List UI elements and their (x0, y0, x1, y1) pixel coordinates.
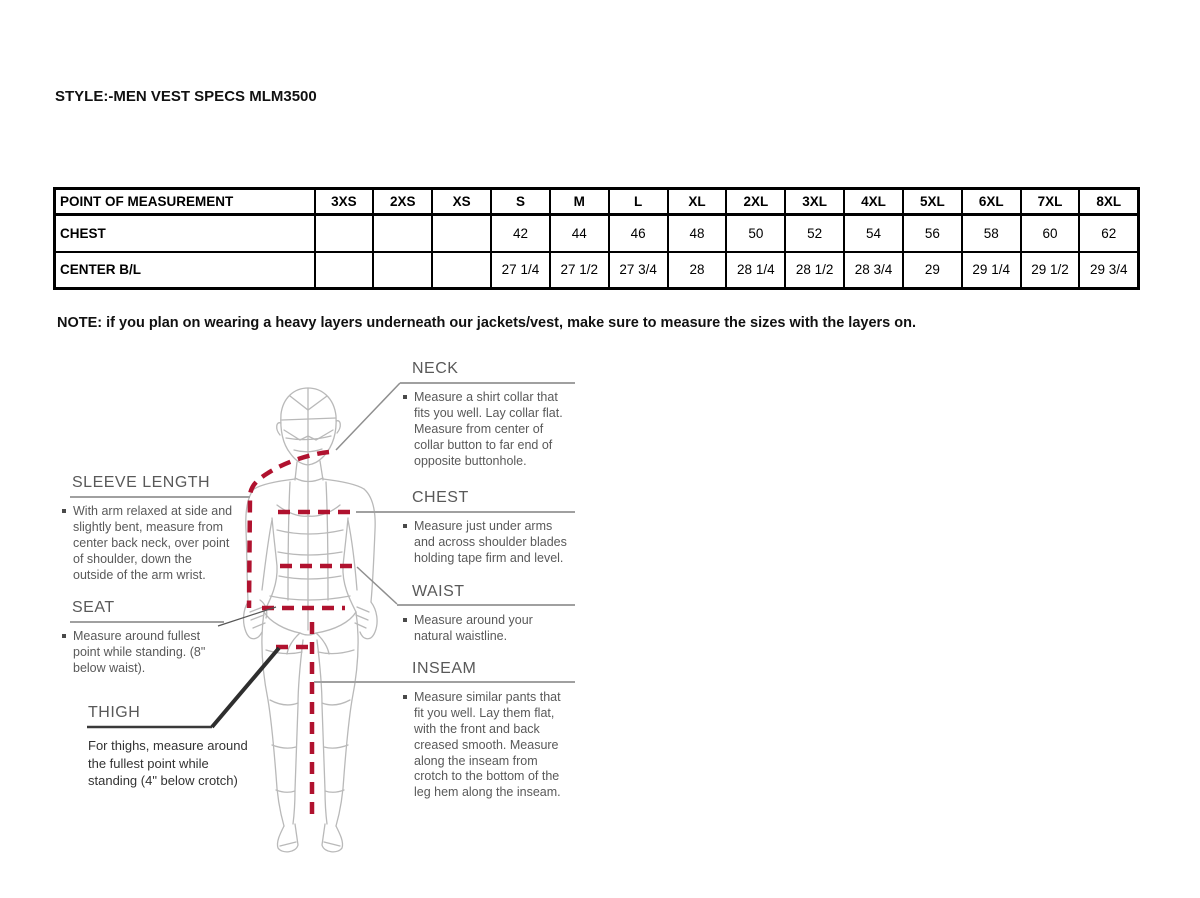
size-table-header-cell: XL (668, 189, 727, 215)
bullet-icon (403, 695, 407, 699)
size-table-header-cell: L (609, 189, 668, 215)
section-seat (62, 599, 217, 677)
page-title: STYLE:-MEN VEST SPECS MLM3500 (55, 88, 317, 105)
size-table-cell: 28 1/4 (726, 252, 785, 289)
size-table-cell: 29 (903, 252, 962, 289)
section-neck-text: Measure a shirt collar that fits you well. Lay collar flat. Measure from center of collar button to far end of opposite buttonhole. (414, 390, 563, 468)
size-table-header-cell: 7XL (1021, 189, 1080, 215)
size-table-header-cell: 2XS (373, 189, 432, 215)
note-text: NOTE: if you plan on wearing a heavy layers underneath our jackets/vest, make sure to measure the sizes with the layers on. (57, 315, 917, 331)
size-table-cell: 27 3/4 (609, 252, 668, 289)
size-table-header-cell: 4XL (844, 189, 903, 215)
size-table-header-cell: S (491, 189, 550, 215)
section-chest-text: Measure just under arms and across shoulder blades holding tape firm and level. (414, 519, 567, 565)
size-table-header-cell: 8XL (1079, 189, 1138, 215)
bullet-icon (403, 524, 407, 528)
size-table-header-cell: XS (432, 189, 491, 215)
section-thigh-heading: THIGH (88, 704, 141, 721)
section-inseam (403, 660, 571, 801)
section-waist-text: Measure around your natural waistline. (414, 613, 533, 643)
section-neck-heading: NECK (412, 360, 459, 377)
section-seat-heading: SEAT (72, 599, 115, 616)
section-seat-text: Measure around fullest point while standing. (8" below waist). (73, 629, 206, 675)
section-thigh (88, 704, 260, 790)
size-table-cell: 29 1/2 (1021, 252, 1080, 289)
size-table-cell: 56 (903, 215, 962, 252)
size-table-cell: 62 (1079, 215, 1138, 252)
size-table-header-cell: 3XS (315, 189, 374, 215)
section-chest-heading: CHEST (412, 489, 469, 506)
measurement-lines (249, 452, 357, 818)
bullet-icon (403, 395, 407, 399)
size-table-cell: 52 (785, 215, 844, 252)
size-table-cell: 27 1/4 (491, 252, 550, 289)
section-neck (403, 360, 565, 469)
section-sleeve-length (62, 474, 234, 583)
size-table-cell: 28 1/2 (785, 252, 844, 289)
size-table-cell: 60 (1021, 215, 1080, 252)
size-table-cell: 27 1/2 (550, 252, 609, 289)
section-waist-heading: WAIST (412, 583, 465, 600)
bullet-icon (62, 634, 66, 638)
size-table-cell: 50 (726, 215, 785, 252)
section-thigh-text: For thighs, measure around the fullest point while standing (4" below crotch) (88, 738, 248, 789)
section-inseam-text: Measure similar pants that fit you well. Lay them flat, with the front and back creased smooth. Measure along the inseam from crotch to the bottom of the leg hem along the inseam. (414, 690, 561, 800)
size-table-header-cell: 2XL (726, 189, 785, 215)
size-table-header-cell: 5XL (903, 189, 962, 215)
size-table-cell: 28 3/4 (844, 252, 903, 289)
size-table-cell: 42 (491, 215, 550, 252)
section-sleeve-length-heading: SLEEVE LENGTH (72, 474, 211, 491)
size-table-header-cell: 6XL (962, 189, 1021, 215)
size-table-header-cell: POINT OF MEASUREMENT (55, 189, 315, 215)
section-waist (403, 583, 565, 645)
size-table-header-cell: 3XL (785, 189, 844, 215)
size-table-cell: 29 3/4 (1079, 252, 1138, 289)
section-chest (403, 489, 571, 567)
size-table-cell: 46 (609, 215, 668, 252)
section-inseam-heading: INSEAM (412, 660, 477, 677)
bullet-icon (403, 618, 407, 622)
size-table-cell: 28 (668, 252, 727, 289)
size-table-header-cell: M (550, 189, 609, 215)
size-table-row-label: CHEST (55, 215, 315, 252)
size-table-cell: 54 (844, 215, 903, 252)
size-table-cell: 48 (668, 215, 727, 252)
size-table-row-label: CENTER B/L (55, 252, 315, 289)
section-sleeve-length-text: With arm relaxed at side and slightly bent, measure from center back neck, over point of shoulder, down the outside of the arm wrist. (73, 504, 233, 582)
size-table-cell: 44 (550, 215, 609, 252)
bullet-icon (62, 509, 66, 513)
size-table-cell: 58 (962, 215, 1021, 252)
size-table-cell: 29 1/4 (962, 252, 1021, 289)
